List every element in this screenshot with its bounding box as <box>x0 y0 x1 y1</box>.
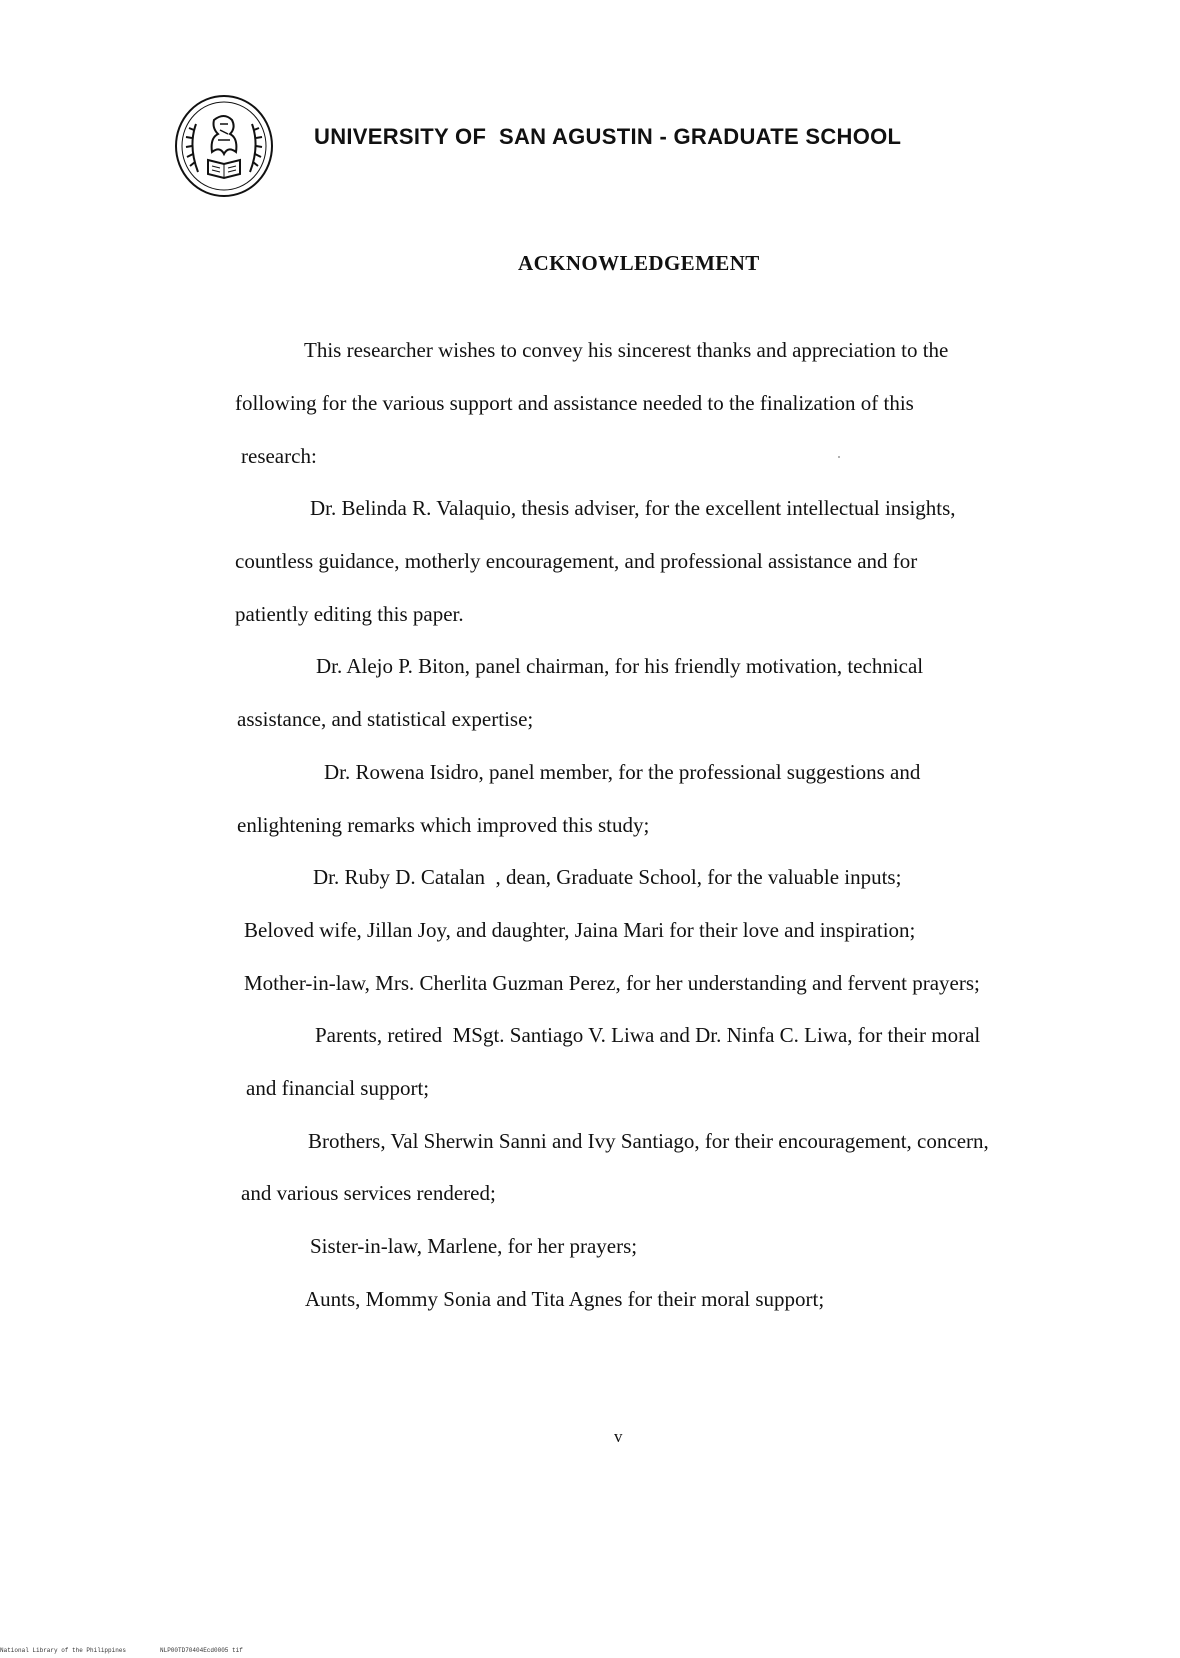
paragraph-line: Dr. Rowena Isidro, panel member, for the professional suggestions and <box>324 760 921 784</box>
university-seal-icon <box>174 94 274 198</box>
paragraph-line: Mother-in-law, Mrs. Cherlita Guzman Perez, for her understanding and fervent prayers; <box>244 971 980 995</box>
paragraph-line: research: <box>241 444 317 468</box>
paragraph-line: Brothers, Val Sherwin Sanni and Ivy Santiago, for their encouragement, concern, <box>308 1129 989 1153</box>
paragraph-line: countless guidance, motherly encouragement, and professional assistance and for <box>235 549 918 573</box>
paragraph-line: This researcher wishes to convey his sincerest thanks and appreciation to the <box>304 338 949 362</box>
paragraph-line: Dr. Alejo P. Biton, panel chairman, for his friendly motivation, technical <box>316 654 924 678</box>
scan-speck <box>838 456 840 458</box>
paragraph-line: following for the various support and assistance needed to the finalization of this <box>235 391 914 415</box>
paragraph-line: assistance, and statistical expertise; <box>237 707 534 731</box>
paragraph-line: Beloved wife, Jillan Joy, and daughter, Jaina Mari for their love and inspiration; <box>244 918 916 942</box>
paragraph-line: enlightening remarks which improved this study; <box>237 813 650 837</box>
paragraph-line: patiently editing this paper. <box>235 602 464 626</box>
footer-scan-id: NLP00TD70404Ecd0005 tif <box>160 1647 243 1654</box>
paragraph-line: Dr. Ruby D. Catalan , dean, Graduate School, for the valuable inputs; <box>313 865 902 889</box>
university-header: UNIVERSITY OF SAN AGUSTIN - GRADUATE SCHOOL <box>314 124 902 149</box>
paragraph-line: and financial support; <box>246 1076 430 1100</box>
footer-library: National Library of the Philippines <box>0 1647 127 1654</box>
page-title: ACKNOWLEDGEMENT <box>518 251 760 275</box>
paragraph-line: Sister-in-law, Marlene, for her prayers; <box>310 1234 638 1258</box>
paragraph-line: Parents, retired MSgt. Santiago V. Liwa and Dr. Ninfa C. Liwa, for their moral <box>315 1023 981 1047</box>
paragraph-line: Dr. Belinda R. Valaquio, thesis adviser, for the excellent intellectual insights, <box>310 496 956 520</box>
paragraph-line: and various services rendered; <box>241 1181 496 1205</box>
paragraph-line: Aunts, Mommy Sonia and Tita Agnes for their moral support; <box>305 1287 825 1311</box>
page-number: v <box>614 1427 623 1446</box>
